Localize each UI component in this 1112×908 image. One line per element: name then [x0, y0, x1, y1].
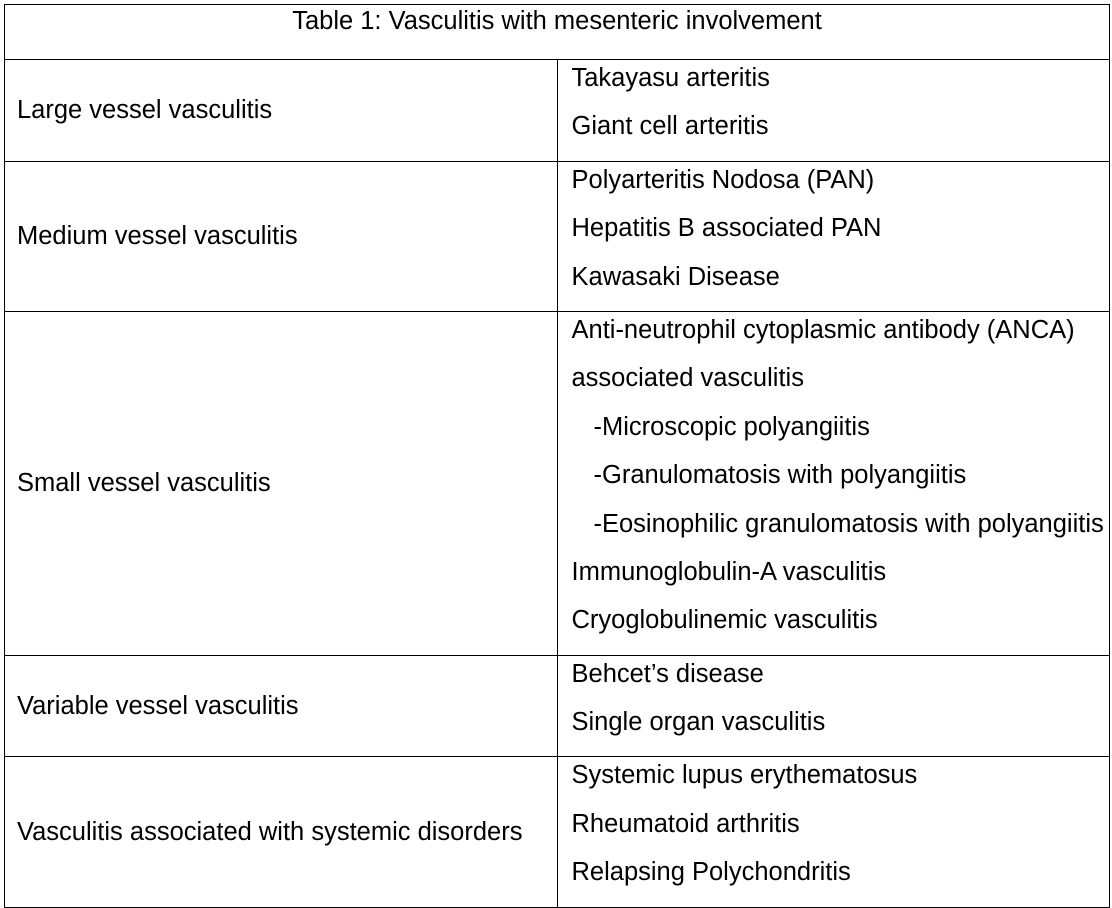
- items-cell: [557, 161, 1110, 311]
- list-item: Kawasaki Disease: [571, 262, 780, 291]
- table-row: [5, 655, 1110, 757]
- items-cell: [557, 757, 1110, 907]
- category-cell: [5, 161, 558, 311]
- category-label: Vasculitis associated with systemic disorders: [17, 818, 523, 847]
- table-body: [5, 5, 1110, 908]
- category-label: Variable vessel vasculitis: [17, 692, 299, 721]
- table-row: [5, 757, 1110, 907]
- list-item: Takayasu arteritis: [571, 64, 770, 92]
- list-item: associated vasculitis: [571, 364, 804, 393]
- list-item: Polyarteritis Nodosa (PAN): [571, 165, 875, 194]
- category-cell: [5, 60, 558, 162]
- list-item: Systemic lupus erythematosus: [571, 761, 918, 790]
- list-item: Single organ vasculitis: [571, 708, 826, 737]
- list-item: Rheumatoid arthritis: [571, 809, 800, 838]
- table-row: [5, 60, 1110, 162]
- vasculitis-table-container: [4, 4, 1110, 908]
- list-item: Giant cell arteritis: [571, 112, 769, 141]
- table-row: [5, 161, 1110, 311]
- category-cell: [5, 757, 558, 907]
- category-label: Large vessel vasculitis: [17, 96, 273, 125]
- list-item: Cryoglobulinemic vasculitis: [571, 606, 878, 635]
- list-item: Behcet’s disease: [571, 659, 764, 688]
- category-label: Medium vessel vasculitis: [17, 222, 298, 251]
- category-label: Small vessel vasculitis: [17, 469, 271, 498]
- list-item: -Granulomatosis with polyangiitis: [593, 461, 967, 490]
- list-item: Hepatitis B associated PAN: [571, 214, 882, 243]
- category-cell: [5, 655, 558, 757]
- items-cell: [557, 655, 1110, 757]
- items-cell: [557, 311, 1110, 655]
- table-title: Table 1: Vasculitis with mesenteric involvement: [5, 5, 1110, 60]
- category-cell: [5, 311, 558, 655]
- table-row: [5, 311, 1110, 655]
- items-cell: [557, 60, 1110, 162]
- list-item: -Microscopic polyangiitis: [593, 412, 870, 441]
- list-item: Immunoglobulin-A vasculitis: [571, 557, 887, 586]
- title-row: [5, 5, 1110, 60]
- list-item: Anti-neutrophil cytoplasmic antibody (ANCA): [571, 315, 1075, 344]
- vasculitis-table: [4, 4, 1110, 908]
- list-item: Relapsing Polychondritis: [571, 858, 851, 887]
- list-item: -Eosinophilic granulomatosis with polyangiitis: [593, 509, 1104, 538]
